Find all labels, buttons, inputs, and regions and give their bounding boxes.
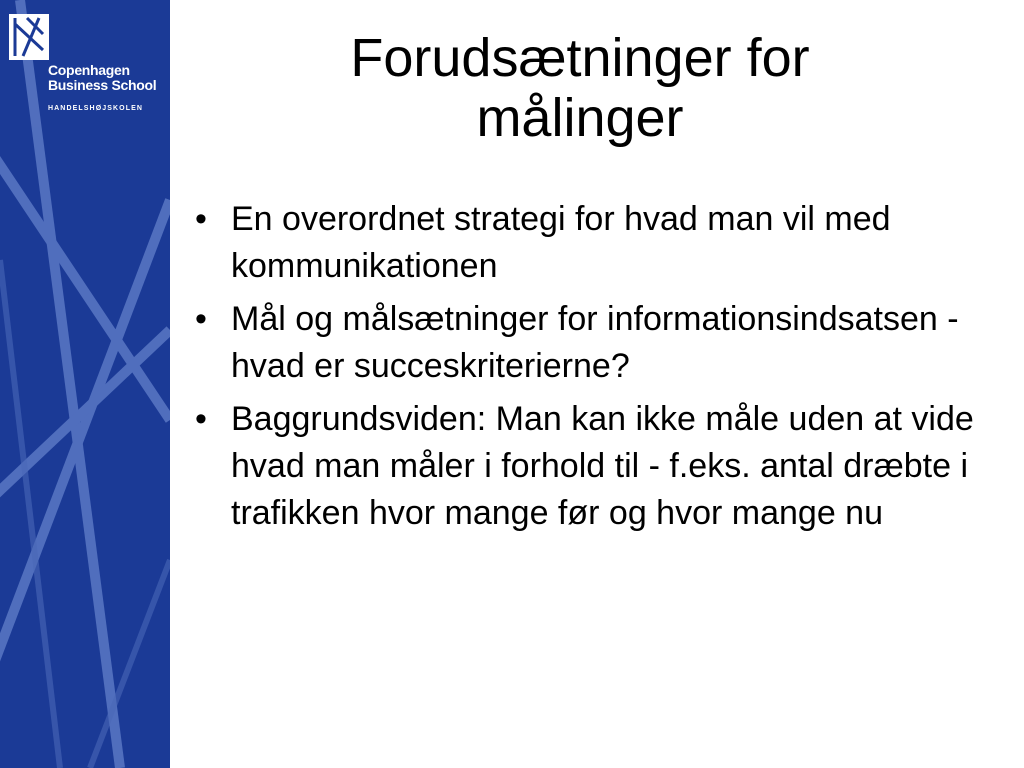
slide-title — [270, 28, 890, 148]
bullet-item — [195, 196, 985, 290]
logo-wordmark — [48, 63, 156, 93]
sidebar-panel — [0, 0, 170, 768]
bullet-item — [195, 396, 985, 537]
bullet-marker: • — [195, 200, 207, 238]
bullet-text: Baggrundsviden: Man kan ikke måle uden at vide hvad man måler i forhold til - f.eks. antal dræbte i trafikken hvor mange før og hvor mange nu — [231, 400, 974, 532]
cbs-logo-icon — [9, 14, 49, 60]
bullet-text: Mål og målsætninger for informationsindsatsen - hvad er succeskriterierne? — [231, 300, 959, 385]
logo-subline: HANDELSHØJSKOLEN — [48, 105, 143, 112]
bullet-item — [195, 296, 985, 390]
bullet-text: En overordnet strategi for hvad man vil med kommunikationen — [231, 200, 891, 285]
logo-line-1: Copenhagen — [48, 62, 130, 78]
slide-title-line-2: målinger — [476, 88, 684, 148]
bullet-marker: • — [195, 300, 207, 338]
slide-title-line-1: Forudsætninger for — [350, 28, 810, 88]
logo-line-2: Business School — [48, 77, 157, 93]
bullet-list — [195, 196, 985, 543]
decorative-lines — [0, 0, 170, 768]
bullet-marker: • — [195, 400, 207, 438]
